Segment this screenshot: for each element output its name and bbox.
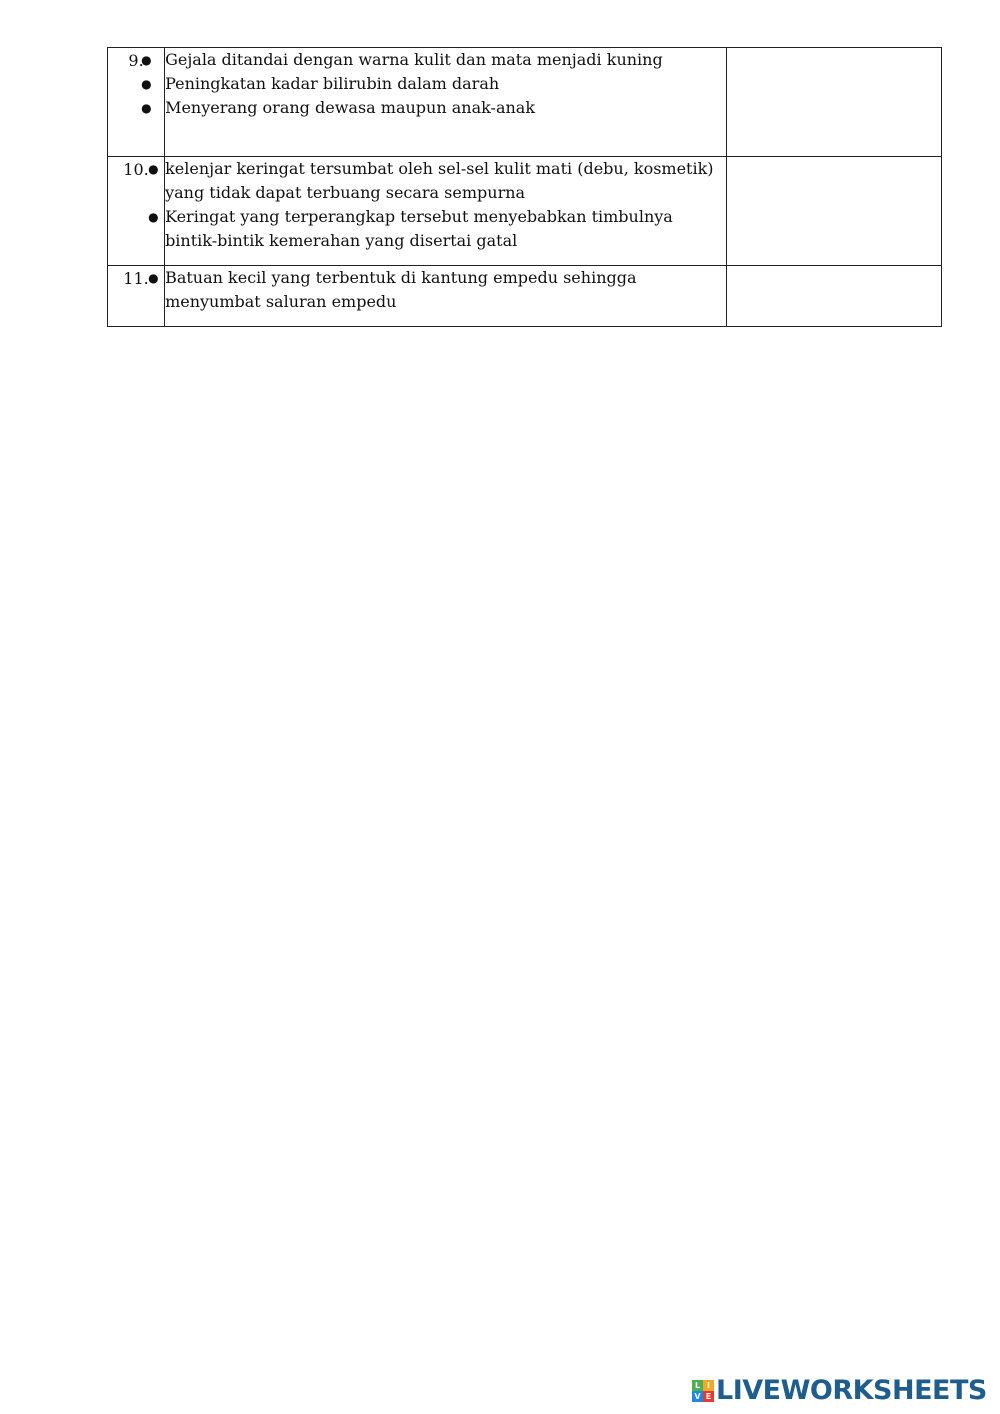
- list-item: [148, 157, 726, 205]
- list-item: [148, 266, 726, 314]
- list-item-text: Gejala ditandai dengan warna kulit dan mata menjadi kuning: [165, 50, 663, 69]
- list-item-text: kelenjar keringat tersumbat oleh sel-sel kulit mati (debu, kosmetik) yang tidak dapat terbuang secara sempurna: [165, 159, 714, 202]
- table-row: [108, 48, 942, 157]
- list-item-text: Batuan kecil yang terbentuk di kantung empedu sehingga menyumbat saluran empedu: [165, 268, 637, 311]
- bullet-icon: ●: [148, 271, 159, 285]
- bullet-icon: ●: [141, 77, 152, 91]
- worksheet-table: [107, 47, 942, 327]
- table-row: [108, 157, 942, 266]
- row-number: 10.: [123, 160, 149, 179]
- logo-text: LIVEWORKSHEETS: [716, 1375, 987, 1406]
- description-cell: [148, 266, 727, 327]
- list-item-text: Peningkatan kadar bilirubin dalam darah: [165, 74, 500, 93]
- answer-cell[interactable]: [726, 157, 941, 266]
- description-list: [148, 157, 726, 253]
- logo-icon-letter: L: [692, 1380, 703, 1391]
- list-item: [141, 96, 726, 120]
- logo-icon-letter: E: [703, 1391, 714, 1402]
- row-number: 9.: [128, 51, 144, 70]
- row-number-cell: [108, 48, 165, 157]
- list-item-text: Menyerang orang dewasa maupun anak-anak: [165, 98, 536, 117]
- description-list: [141, 48, 726, 120]
- description-list: [148, 266, 726, 314]
- answer-cell[interactable]: [726, 266, 941, 327]
- bullet-icon: ●: [148, 210, 159, 224]
- description-cell: [141, 48, 727, 157]
- table-row: [108, 266, 942, 327]
- bullet-icon: ●: [148, 162, 159, 176]
- list-item: [148, 205, 726, 253]
- list-item: [141, 72, 726, 96]
- description-cell: [148, 157, 727, 266]
- live-grid-icon: [692, 1380, 714, 1402]
- list-item: [141, 48, 726, 72]
- list-item-text: Keringat yang terperangkap tersebut menyebabkan timbulnya bintik-bintik kemerahan yang disertai gatal: [165, 207, 673, 250]
- row-number: 11.: [123, 269, 149, 288]
- answer-cell[interactable]: [726, 48, 941, 157]
- logo-icon-letter: I: [703, 1380, 714, 1391]
- bullet-icon: ●: [141, 53, 152, 67]
- bullet-icon: ●: [141, 101, 152, 115]
- liveworksheets-logo: [692, 1376, 987, 1406]
- logo-icon-letter: V: [692, 1391, 703, 1402]
